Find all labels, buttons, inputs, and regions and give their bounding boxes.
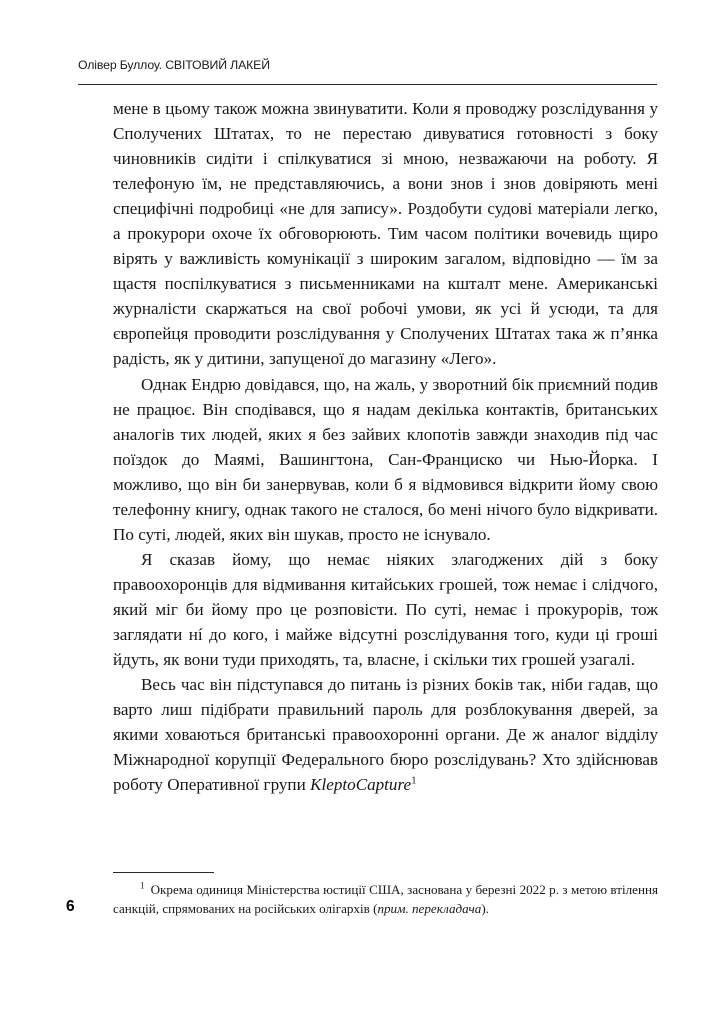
footnote-block [113,880,658,918]
header-divider-rule [78,84,657,85]
footnote-text-after: ). [481,901,489,917]
paragraph-text: Весь час він підступався до питань із різних боків так, ніби гадав, що варто лиш підібрати правильний пароль для розблокування дверей, за якими ховаються британські правоохоронні органи. Де ж аналог відділу Міжнародної корупції Федерального бюро розслідувань? Хто здійснював роботу Оперативної групи [113,675,658,795]
footnote-separator-rule [113,872,214,873]
page-number: 6 [66,898,75,915]
footnote-italic-note: прим. перекладача [377,901,482,917]
paragraph: Однак Ендрю довідався, що, на жаль, у зворотний бік приємний подив не працює. Він сподівався, що я надам декілька контактів, британських аналогів тих людей, яких я без зайвих клопотів завжди знаходив під час поїздок до Маямі, Вашингтона, Сан-Франциско чи Нью-Йорка. І можливо, що він би занервував, коли б я відмовився відкрити йому свою телефонну книгу, однак такого не сталося, бо мені нічого було відкривати. По суті, людей, яких він шукав, просто не існувало. [113,374,658,544]
paragraph: мене в цьому також можна звинуватити. Коли я проводжу розслідування у Сполучених Штатах, то не перестаю дивуватися готовності з боку чиновників сидіти і спілкуватися зі мною, незважаючи на роботу. Я телефоную їм, не представляючись, а вони знов і знов довіряють мені специфічні подробиці «не для запису». Роздобути судові матеріали легко, а прокурори охоче їх обговорюють. Тим часом політики вочевидь щиро вірять у важливість комунікації з широким загалом, відповідно — їм за щастя поспілкуватися з письменниками на кшталт мене. Американські журналісти скаржаться на свої робочі умови, як усі й усюди, та для європейця проводити розслідування у Сполучених Штатах така ж п’янка радість, як у дитини, запущеної до магазину «Лего». [113,99,658,369]
footnote-text-before: Окрема одиниця Міністерства юстиції США, заснована у березні 2022 р. з метою втілення санкцій, спрямованих на російських олігархів ( [113,882,658,917]
running-head-text: Олівер Буллоу. СВІТОВИЙ ЛАКЕЙ [78,58,270,72]
paragraph: Я сказав йому, що немає ніяких злагоджених дій з боку правоохоронців для відмивання китайських грошей, тож немає і слідчого, який міг би йому про це розповісти. По суті, немає і прокурорів, тож заглядати нí до кого, і майже відсутні розслідування того, куди ці гроші йдуть, як вони туди приходять, та, власне, і скільки тих грошей узагалі. [113,549,658,670]
body-text-column [113,96,658,797]
running-head [78,58,658,72]
footnote-number: 1 [140,880,145,891]
italic-term-kleptocapture: KleptoCapture [310,775,412,795]
paragraph-with-footnote-ref [113,672,658,797]
footnote-reference-marker: 1 [411,774,417,787]
